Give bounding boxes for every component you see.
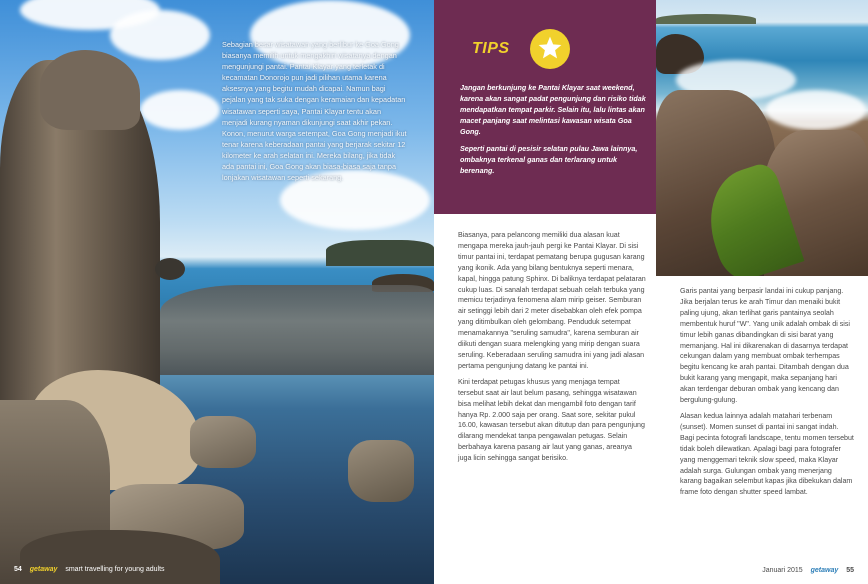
tips-paragraph: Jangan berkunjung ke Pantai Klayar saat weekend, karena akan sangat padat pengunjung dan risiko tidak mendapatkan tempat parkir. Selain itu, lalu lintas akan macet panjang saat melintasi kawasan wisata Goa Gong.: [460, 83, 646, 136]
tagline: smart travelling for young adults: [65, 566, 165, 573]
tips-title: TIPS: [472, 40, 510, 57]
article-column-middle: [458, 230, 646, 469]
brand-logo-right: getaway: [810, 567, 839, 574]
article-column-right: [680, 286, 854, 503]
footer-right: [762, 567, 854, 574]
page-number-left: 54: [14, 566, 22, 573]
brand-logo-left: getaway: [29, 566, 58, 573]
tips-text: [460, 82, 646, 182]
intro-paragraph: Sebagian besar wisatawan yang berlibur ke Goa Gong biasanya memilih untuk mengakhiri wisatanya dengan mengunjungi pantai. Pantai Klayar yang terletak di kecamatan Donorojo pun jadi pilihan utama karena aksesnya yang begitu mudah dicapai. Namun bagi pejalan yang tak suka dengan keramaian dan kepadatan wisatawan seperti saya, Pantai Klayar tentu akan menjadi kurang nyaman dikunjungi saat akhir pekan. Konon, menurut warga setempat, Goa Gong menjadi ikut tenar karena keberadaan pantai yang berjarak sekitar 12 kilometer ke arah selatan ini. Mereka bilang, jika tidak ada pantai ini, Goa Gong akan biasa-biasa saja tanpa lonjakan wisatawan seperti sekarang.: [222, 40, 407, 183]
footer-left: [14, 566, 165, 573]
article-paragraph: Alasan kedua lainnya adalah matahari terbenam (sunset). Momen sunset di pantai ini sangat indah. Bagi pecinta fotografi landscape, tentu momen tersebut tidak boleh dilewatkan. Apalagi bagi para fotografer yang menggemari teknik slow speed, maka Klayar adalah surga. Gulungan ombak yang menerjang karang bagaikan selembut kapas jika dibekukan dalam frame foto dengan shutter speed lambat.: [680, 411, 854, 497]
tips-box: [434, 0, 656, 214]
coast-photo-right: [656, 0, 868, 276]
article-paragraph: Biasanya, para pelancong memiliki dua alasan kuat mengapa mereka jauh-jauh pergi ke Pantai Klayar. Di sisi timur pantai ini, terdapat pematang berupa gugusan karang yang ikonik. Ada yang bilang bentuknya seperti menara, kapal, hingga patung Sphinx. Di baliknya terdapat pelataran cukup luas. Di sanalah terdapat sebuah celah terbuka yang memicu terjadinya fenomena alam mirip geiser. Semburan air setinggi lebih dari 2 meter disebabkan oleh efek pompa yang ditimbulkan oleh gelombang. Penduduk setempat menamakannya "seruling samudra", karena semburan air diikuti dengan suara melengking yang mirip dengan suara seruling. Keberadaan seruling samudra ini yang jadi alasan pertama pengunjung datang ke pantai ini.: [458, 231, 646, 370]
tips-paragraph: Seperti pantai di pesisir selatan pulau Jawa lainnya, ombaknya terkenal ganas dan terlarang untuk berenang.: [460, 144, 638, 175]
issue-date: Januari 2015: [762, 567, 803, 574]
article-paragraph: Garis pantai yang berpasir landai ini cukup panjang. Jika berjalan terus ke arah Timur dan menaiki bukit paling ujung, akan terlihat garis pantainya seolah membentuk huruf "W". Yang unik adalah ombak di sisi timur lebih ganas dibandingkan di sisi barat yang memanjang. Hal ini dikarenakan di dasarnya terdapat cekungan dalam yang membuat ombak terhempas begitu kencang ke arah pantai. Ditambah dengan dua bukit karang yang mengapit, maka sepanjang hari akan terdengar deburan ombak yang kencang dan bergulung-gulung.: [680, 287, 850, 405]
star-icon: [530, 29, 570, 69]
article-paragraph: Kini terdapat petugas khusus yang menjaga tempat tersebut saat air laut belum pasang, sehingga wisatawan bisa melihat lebih dekat dan mengambil foto dengan tarif hanya Rp. 2.000 saja per orang. Saat sore, sekitar pukul 16.00, kawasan tersebut akan ditutup dan para pengunjung dilarang mendekat tanpa pengawalan petugas. Selain berbahaya karena pasang air laut yang ganas, areanya juga licin sehingga sangat berisiko.: [458, 377, 645, 463]
page-number-right: 55: [846, 567, 854, 574]
